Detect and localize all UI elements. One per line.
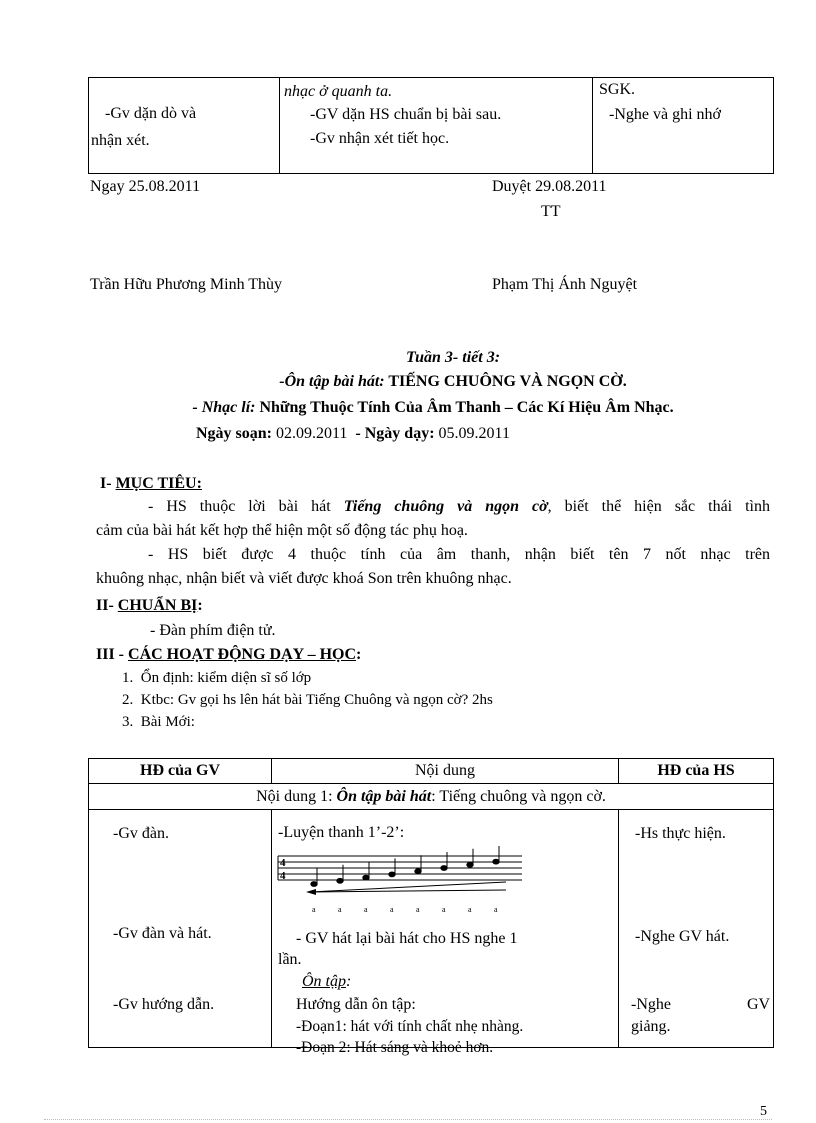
section-colon: : <box>197 597 203 614</box>
objective-text: , biết thể hiện sắc thái tình <box>547 498 770 515</box>
theory-title <box>0 399 816 417</box>
part-2-line: -Đoạn 2: Hát sáng và khoẻ hơn. <box>296 1039 494 1056</box>
objective-text: - HS thuộc lời bài hát <box>148 498 344 515</box>
list-text: Ổn định: kiểm diện sĩ số lớp <box>140 670 312 686</box>
note-head <box>363 875 369 880</box>
student-column-cell <box>593 78 774 174</box>
note-syllable: a <box>312 905 316 914</box>
list-number: 3. <box>122 714 134 730</box>
review-title <box>0 373 816 391</box>
student-activity: -Hs thực hiện. <box>635 825 726 842</box>
section-title: MỤC TIÊU: <box>115 475 202 492</box>
section-title: CHUẨN BỊ <box>117 597 198 614</box>
teacher-column-cell <box>89 78 280 174</box>
note-head <box>337 878 343 883</box>
activity-item-2 <box>122 692 493 709</box>
review-prefix: -Ôn tập bài hát: <box>279 373 385 390</box>
teacher-activity-cell <box>89 810 272 1048</box>
prep-date-label: Ngày soạn: <box>196 425 273 442</box>
time-signature-bottom: 4 <box>280 870 286 882</box>
week-title: Tuần 3- tiết 3: <box>405 349 501 366</box>
approval-title: TT <box>541 203 561 220</box>
student-activity: -Nghe GV hát. <box>635 928 730 945</box>
teacher-activity: -Gv đàn và hát. <box>113 925 212 942</box>
theory-prefix: - Nhạc lí: <box>192 399 256 416</box>
theory-topic: Những Thuộc Tính Của Âm Thanh – Các Kí Hiệu Âm Nhạc. <box>255 399 674 416</box>
objective-paragraph-2: - HS biết được 4 thuộc tính của âm thanh, nhận biết tên 7 nốt nhạc trên <box>148 546 770 563</box>
list-text: Bài Mới: <box>140 714 195 730</box>
section-title: CÁC HOẠT ĐỘNG DẠY – HỌC <box>128 646 357 663</box>
teacher-activity: -Gv đàn. <box>113 825 169 842</box>
lesson-activity-table <box>88 758 774 1056</box>
staff-lines <box>278 856 522 880</box>
span-italic-label: Ôn tập bài hát <box>336 787 432 805</box>
student-text-line: -Nghe và ghi nhớ <box>609 106 721 123</box>
approval-date: Duyệt 29.08.2011 <box>492 178 607 195</box>
note-syllable: a <box>364 905 368 914</box>
objective-paragraph-2-line2: khuông nhạc, nhận biết và viết được khoá Son trên khuông nhạc. <box>96 570 512 587</box>
list-number: 1. <box>122 670 134 686</box>
guide-line: Hướng dẫn ôn tập: <box>296 996 416 1013</box>
list-text: Ktbc: Gv gọi hs lên hát bài Tiếng Chuông và ngọn cờ? 2hs <box>140 692 493 708</box>
note-head <box>415 869 421 874</box>
student-activity: giảng. <box>631 1018 671 1035</box>
activity-item-3 <box>122 714 195 731</box>
part-1-line: -Đoạn1: hát với tính chất nhẹ nhàng. <box>296 1018 524 1035</box>
section-number: II- <box>96 597 118 614</box>
span-song: : Tiếng chuông và ngọn cờ. <box>431 787 606 805</box>
note-syllable: a <box>468 905 472 914</box>
content-text-line: -Gv nhận xét tiết học. <box>310 130 450 147</box>
music-staff <box>276 846 526 926</box>
review-colon: : <box>346 973 352 990</box>
lesson-dates <box>196 425 510 443</box>
section-number: III - <box>96 646 129 663</box>
content-text-line: -GV dặn HS chuẩn bị bài sau. <box>310 106 502 123</box>
content-span-row <box>89 784 774 810</box>
date-left: Ngay 25.08.2011 <box>90 178 201 195</box>
note-head <box>493 859 499 864</box>
section-colon: : <box>356 646 362 663</box>
review-label: Ôn tập <box>302 973 346 990</box>
objective-paragraph-1-line2: cảm của bài hát kết hợp thể hiện một số động tác phụ hoạ. <box>96 522 468 539</box>
content-cell <box>272 810 619 1056</box>
arrow-head <box>306 889 316 895</box>
span-label: Nội dung 1: <box>256 787 337 805</box>
teacher-text-line: -Gv dặn dò và <box>105 105 197 122</box>
top-activity-table <box>88 77 774 174</box>
review-song: TIẾNG CHUÔNG VÀ NGỌN CỜ. <box>384 373 627 390</box>
section-number: I- <box>100 475 116 492</box>
approver-name: Phạm Thị Ánh Nguyệt <box>492 276 638 293</box>
student-text-line: SGK. <box>599 81 636 98</box>
review-heading <box>302 973 351 991</box>
note-syllable: a <box>338 905 342 914</box>
teach-date-label: - Ngày dạy: <box>347 425 435 442</box>
teach-date: 05.09.2011 <box>434 425 510 442</box>
student-activity: -Nghe <box>631 996 671 1013</box>
teacher-activity: -Gv hướng dẫn. <box>113 996 215 1013</box>
student-activity-cell <box>619 810 774 1048</box>
note-head <box>441 866 447 871</box>
preparation-item: - Đàn phím điện tử. <box>150 622 276 639</box>
section-activities-heading <box>96 646 361 664</box>
note-syllable: a <box>442 905 446 914</box>
activity-item-1 <box>122 670 311 687</box>
time-signature-top: 4 <box>280 857 286 869</box>
prep-date: 02.09.2011 <box>272 425 348 442</box>
content-text-line: nhạc ở quanh ta. <box>284 83 393 100</box>
note-head <box>467 862 473 867</box>
song-name: Tiếng chuông và ngọn cờ <box>343 498 548 515</box>
header-content: Nội dung <box>272 759 619 784</box>
note-head <box>311 882 317 887</box>
content-column-cell <box>280 78 593 174</box>
sing-line-2: lần. <box>278 951 302 968</box>
section-objectives-heading <box>100 475 202 493</box>
header-student: HĐ của HS <box>619 759 774 784</box>
teacher-name: Trần Hữu Phương Minh Thùy <box>90 276 283 293</box>
header-teacher: HĐ của GV <box>89 759 272 784</box>
sing-line-1: - GV hát lại bài hát cho HS nghe 1 <box>296 930 518 947</box>
section-preparation-heading <box>96 597 203 615</box>
page-number: 5 <box>760 1104 767 1119</box>
objective-paragraph-1 <box>148 498 770 516</box>
note-syllable: a <box>416 905 420 914</box>
warmup-label: -Luyện thanh 1’-2’: <box>278 824 405 841</box>
footer-rule <box>44 1119 772 1120</box>
note-head <box>389 872 395 877</box>
list-number: 2. <box>122 692 134 708</box>
teacher-text-line: nhận xét. <box>91 132 150 149</box>
note-syllable: a <box>390 905 394 914</box>
note-syllable: a <box>494 905 498 914</box>
student-activity: GV <box>747 996 771 1013</box>
